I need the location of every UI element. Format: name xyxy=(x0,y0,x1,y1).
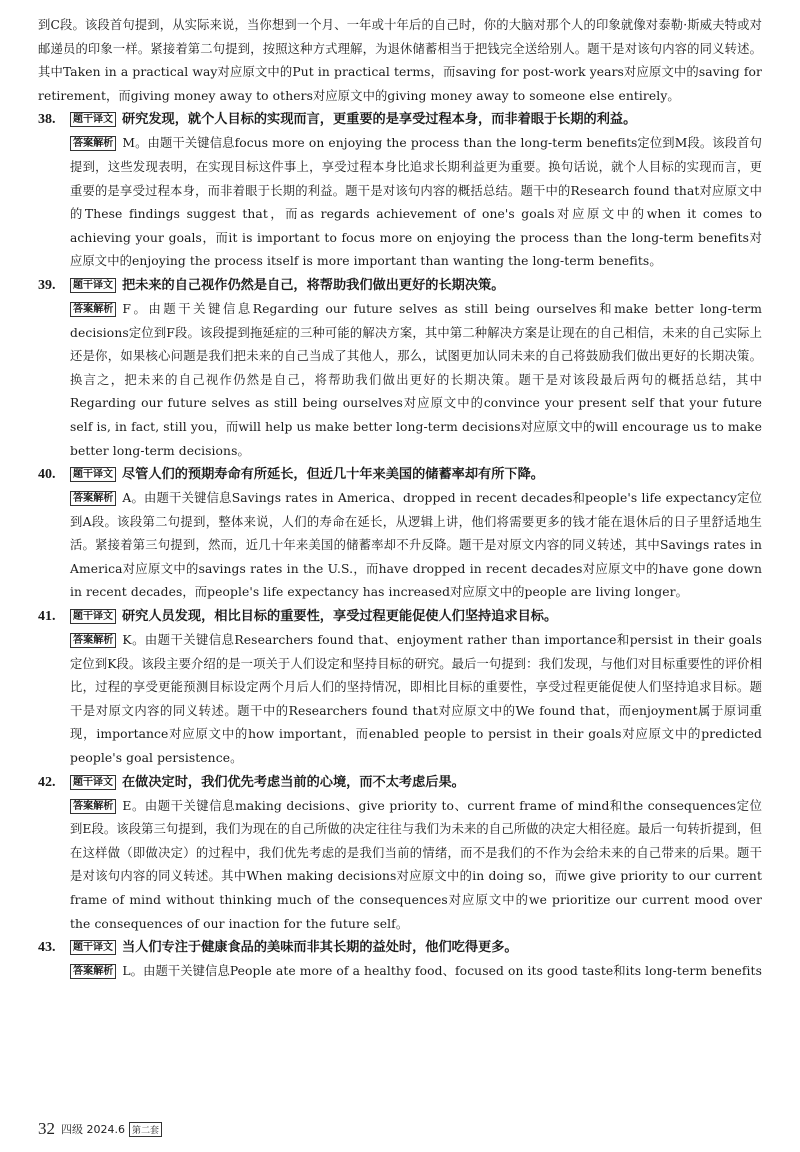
question-item-39 xyxy=(38,274,762,463)
question-number: 38. xyxy=(38,112,56,128)
analysis-text: K。由题干关键信息Researchers found that、enjoyment rather than importance和persist in their goals定位到K段。该段主要介绍的是一项关于人们设定和坚持目标的研究。最后一句提到：我们发现，与他们对目标重要性的评价相比，过程的享受更能预测目标设定两个月后人们的坚持情况，即相比目标的重要性，享受过程更能促使人们坚持追求目标。题干是对原文内容的同义转述。题干中的Researchers found that对应原文中的We found that，而enjoyment属于原词重现，importance对应原文中的how important，而enabled people to persist in their goals对应原文中的predicted people's goal persistence。 xyxy=(70,633,762,766)
translation-tag: 题干译文 xyxy=(70,775,116,790)
analysis-tag: 答案解析 xyxy=(70,799,116,814)
question-item-42 xyxy=(38,771,762,937)
analysis-tag: 答案解析 xyxy=(70,136,116,151)
question-item-43 xyxy=(38,936,762,984)
page-content xyxy=(38,14,762,984)
translation-tag: 题干译文 xyxy=(70,112,116,127)
translation-tag: 题干译文 xyxy=(70,278,116,293)
question-item-40 xyxy=(38,463,762,605)
translation-text: 尽管人们的预期寿命有所延长，但近几十年来美国的储蓄率却有所下降。 xyxy=(122,467,544,483)
analysis-text: M。由题干关键信息focus more on enjoying the process than the long-term benefits定位到M段。该段首句提到，这些发现表明，在实现目标这件事上，享受过程本身比追求长期利益更为重要。换句话说，就个人目标的实现而言，更重要的是享受过程本身，而非着眼于长期的利益。题干是对该句内容的概括总结。题干中的Research found that对应原文中的These findings suggest that，而as regards achievement of one's goals对应原文中的when it comes to achieving your goals，而it is important to focus more on enjoying the process than the long-term benefits对应原文中的enjoying the process itself is more important than wanting the long-term benefits。 xyxy=(70,136,762,269)
translation-text: 在做决定时，我们优先考虑当前的心境，而不太考虑后果。 xyxy=(122,774,465,790)
analysis-tag: 答案解析 xyxy=(70,633,116,648)
analysis-tag: 答案解析 xyxy=(70,302,116,317)
translation-tag: 题干译文 xyxy=(70,609,116,624)
analysis-tag: 答案解析 xyxy=(70,491,116,506)
footer-label: 四级 2024.6 xyxy=(61,1123,125,1136)
analysis-text: L。由题干关键信息People ate more of a healthy food、focused on its good taste和its long-term benefits xyxy=(122,964,762,979)
page-number: 32 xyxy=(38,1119,55,1138)
translation-tag: 题干译文 xyxy=(70,940,116,955)
question-number: 39. xyxy=(38,277,56,293)
question-number: 43. xyxy=(38,940,56,956)
page-footer xyxy=(38,1118,162,1140)
intro-paragraph: 到C段。该段首句提到，从实际来说，当你想到一个月、一年或十年后的自己时，你的大脑对那个人的印象就像对泰勒·斯威夫特或对邮递员的印象一样。紧接着第二句提到，按照这种方式理解，为退休储蓄相当于把钱完全送给别人。题干是对该句内容的同义转述。其中Taken in a practical way对应原文中的Put in practical terms，而saving for post-work years对应原文中的saving for retirement，而giving money away to others对应原文中的giving money away to someone else entirely。 xyxy=(38,18,762,103)
question-number: 41. xyxy=(38,609,56,625)
analysis-text: A。由题干关键信息Savings rates in America、dropped in recent decades和people's life expectancy定位到A段。该段第二句提到，整体来说，人们的寿命在延长，从逻辑上讲，他们将需要更多的钱才能在退休后的日子里舒适地生活。紧接着第三句提到，然而，近几十年来美国的储蓄率却不升反降。题干是对原文内容的同义转述，其中Savings rates in America对应原文中的savings rates in the U.S.，而have dropped in recent decades对应原文中的have gone down in recent decades，而people's life expectancy has increased对应原文中的people are living longer。 xyxy=(70,491,762,600)
question-item-38 xyxy=(38,108,762,274)
translation-tag: 题干译文 xyxy=(70,467,116,482)
analysis-tag: 答案解析 xyxy=(70,964,116,979)
analysis-text: F。由题干关键信息Regarding our future selves as still being ourselves和make better long-term decisions定位到F段。该段提到拖延症的三种可能的解决方案，其中第二种解决方案是让现在的自己相信，未来的自己实际上还是你，如果核心问题是我们把未来的自己当成了其他人，那么，试图更加认同未来的自己将鼓励我们做出更好的长期决策。换言之，把未来的自己视作仍然是自己，将帮助我们做出更好的长期决策。题干是对该段最后两句的概括总结，其中Regarding our future selves as still being ourselves对应原文中的convince your present self that your future self is, in fact, still you，而will help us make better long-term decisions对应原文中的will encourage us to make better long-term decisions。 xyxy=(70,301,762,458)
question-number: 42. xyxy=(38,774,56,790)
question-number: 40. xyxy=(38,467,56,483)
question-item-41 xyxy=(38,605,762,771)
analysis-text: E。由题干关键信息making decisions、give priority to、current frame of mind和the consequences定位到E段。该段第三句提到，我们为现在的自己所做的决定往往与我们为未来的自己所做的决定大相径庭。最后一句转折提到，但在这样做（即做决定）的过程中，我们优先考虑的是我们当前的情绪，而不是我们的不作为会给未来的自己带来的后果。题干是对该句内容的同义转述。其中When making decisions对应原文中的in doing so，而we give priority to our current frame of mind without thinking much of the consequences对应原文中的we prioritize our current mood over the consequences of our inaction for the future self。 xyxy=(70,798,762,931)
translation-text: 当人们专注于健康食品的美味而非其长期的益处时，他们吃得更多。 xyxy=(122,940,518,956)
translation-text: 研究发现，就个人目标的实现而言，更重要的是享受过程本身，而非着眼于长期的利益。 xyxy=(122,112,637,128)
footer-edition-badge: 第二套 xyxy=(129,1122,162,1137)
translation-text: 研究人员发现，相比目标的重要性，享受过程更能促使人们坚持追求目标。 xyxy=(122,609,558,625)
translation-text: 把未来的自己视作仍然是自己，将帮助我们做出更好的长期决策。 xyxy=(122,277,505,293)
